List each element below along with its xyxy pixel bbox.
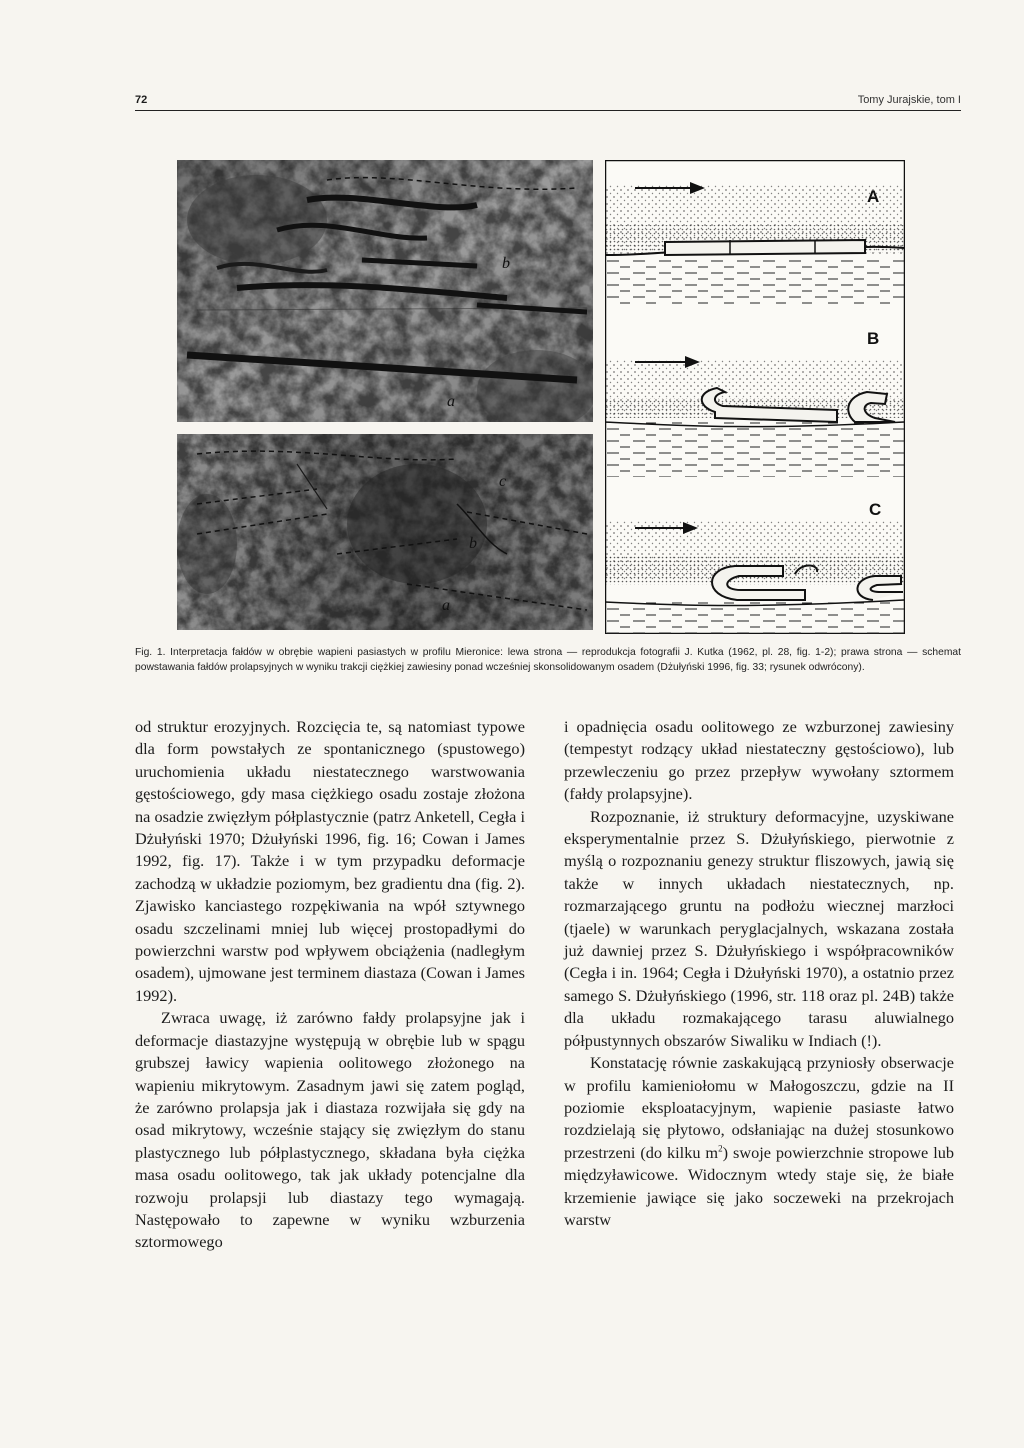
panel-label-a: A — [867, 187, 880, 206]
photo-label-a: a — [442, 597, 450, 614]
panel-c — [605, 500, 904, 634]
photo-label-b: b — [469, 535, 477, 552]
paragraph: od struktur erozyjnych. Rozcięcia te, są natomiast typowe dla form powstałych ze spontanicznego (spustowego) uruchomienia układu niestatecznego warstwowania gęstościowego, gdy masa ciężkiego osadu zostaje złożona na osadzie zwięzłym półplastycznie (patrz Anketell, Cegła i Dżułyński 1970; Dżułyński 1996, fig. 16; Cowan i James 1992, fig. 17). Także i w tym przypadku deformacje zachodzą w układzie poziomym, bez gradientu dna (fig. 2). Zjawisko kanciastego rozpękiwania na wpół sztywnego osadu szczelinami mniej lub więcej prostopadłymi do powierzchni warstw pod wpływem obciążenia (nadległym osadem), ujmowane jest terminem diastaza (Cowan i James 1992). — [135, 717, 525, 1005]
page-header — [135, 94, 961, 111]
panel-label-c: C — [869, 500, 882, 519]
figure-caption: Fig. 1. Interpretacja fałdów w obrębie wapieni pasiastych w profilu Mieronice: lewa strona — reprodukcja fotografii J. Kutka (1962, pl. 28, fig. 1-2); prawa strona — schemat powstawania fałdów prolapsyjnych w wyniku trakcji ciężkiej zawiesiny ponad wcześniej skonsolidowanym osadem (Dżułyński 1996, fig. 33; rysunek odwrócony). — [135, 647, 961, 673]
superscript: 2 — [718, 1143, 723, 1154]
photo-label-b: b — [502, 255, 510, 272]
paragraph: Rozpoznanie, iż struktury deformacyjne, uzyskiwane eksperymentalnie przez S. Dżułyńskiego, pierwotnie z myślą o rozpoznaniu genezy struktur fliszowych, jawią się także w innych układach niestatecznych, np. rozmarzającego gruntu na podłożu wiecznej marzłoci (tjaele) w warunkach peryglacjalnych, wskazana została już dawniej przez S. Dżułyńskiego i współpracowników (Cegła i in. 1964; Cegła i Dżułyński 1970), a ostatnio przez samego S. Dżułyńskiego (1996, str. 118 oraz pl. 24B) także dla układu rozmakającego tarasu aluwialnego półpustynnych obszarów Siwaliku w Indiach (!). — [564, 806, 954, 1050]
running-head: Tomy Jurajskie, tom I — [857, 94, 961, 106]
right-column — [564, 716, 954, 1231]
paragraph: i opadnięcia osadu oolitowego ze wzburzonej zawiesiny (tempestyt rodzący układ niestateczny gęstościowo), lub przewleczeniu go przez przepływ wywołany sztormem (fałdy prolapsyjne). — [564, 717, 954, 804]
left-column — [135, 716, 525, 1254]
paragraph-text: Konstatację równie zaskakującą przyniosły obserwacje w profilu kamieniołomu w Małogoszczu, gdzie na II poziomie eksploatacyjnym, wapienie pasiaste łatwo rozdzielają się płytowo, odsłaniając na dużej stosunkowo przestrzeni (do kilku m — [564, 1053, 954, 1162]
prolapse-fold-schematic — [605, 160, 905, 634]
outcrop-photo-bottom — [177, 434, 593, 630]
panel-a — [605, 182, 904, 306]
paragraph — [564, 1052, 954, 1231]
photo-label-c: c — [499, 473, 507, 490]
panel-label-b: B — [867, 329, 880, 348]
outcrop-photo-top — [177, 160, 593, 422]
page-number: 72 — [135, 94, 148, 106]
paragraph: Zwraca uwagę, iż zarówno fałdy prolapsyjne jak i deformacje diastazyjne występują w obrębie lub w spągu grubszej ławicy wapienia oolitowego złożonego na wapieniu mikrytowym. Zasadnym jawi się zatem pogląd, że zarówno prolapsja jak i diastaza rozwijała się gdy na osad mikrytowy, wcześnie stający się zwięzłym do stanu plastycznego lub półplastycznego, składana była ciężka masa osadu oolitowego, tak jak układy potencjalne dla rozwoju prolapsji lub diastazy tego wymagają. Następowało to zapewne w wyniku wzburzenia sztormowego — [135, 1008, 525, 1252]
paragraph-text: ) swoje powierzchnie stropowe lub międzyławicowe. Widocznym wtedy staje się, że białe krzemienie jawiące się jako soczeweki na przekrojach warstw — [564, 1142, 955, 1229]
photo-label-a: a — [447, 393, 455, 410]
